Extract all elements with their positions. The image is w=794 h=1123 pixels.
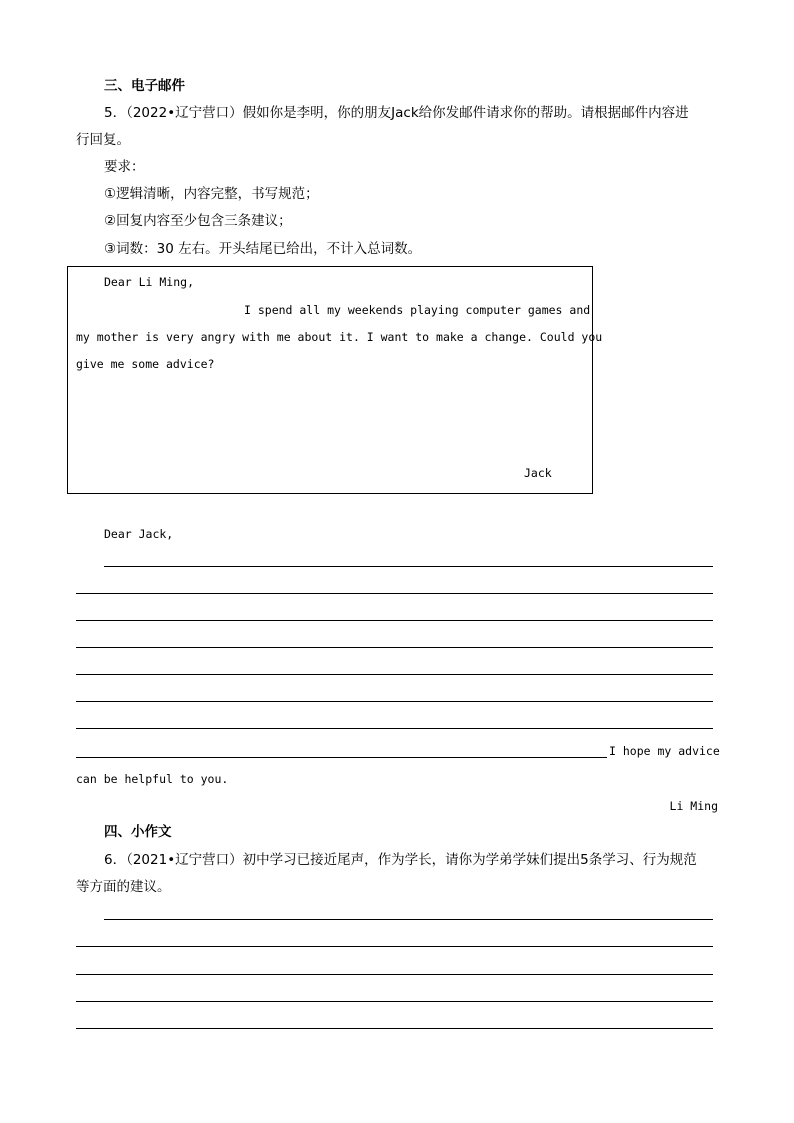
requirement-3: ③词数：30 左右。开头结尾已给出，不计入总词数。 xyxy=(104,241,422,257)
email-body-line-1: I spend all my weekends playing computer games and xyxy=(244,303,591,317)
email-box xyxy=(67,266,593,494)
answer-line[interactable] xyxy=(76,757,607,758)
reply-closing: I hope my advice xyxy=(609,744,720,758)
email-greeting: Dear Li Ming, xyxy=(104,275,195,289)
email-body-line-2: my mother is very angry with me about it. I want to make a change. Could you xyxy=(76,330,603,344)
question-6-text: 6．（2021•辽宁营口）初中学习已接近尾声，作为学长，请你为学弟学妹们提出5条学习、行为规范 xyxy=(104,852,697,868)
requirement-1: ①逻辑清晰，内容完整，书写规范； xyxy=(104,186,319,202)
question-5-text: 5．（2022•辽宁营口）假如你是李明，你的朋友Jack给你发邮件请求你的帮助。请根据邮件内容进 xyxy=(104,105,689,121)
reply-closing-cont: can be helpful to you. xyxy=(76,772,229,786)
email-signature: Jack xyxy=(524,466,552,480)
answer-line[interactable] xyxy=(76,647,713,648)
section-heading-email: 三、电子邮件 xyxy=(104,78,185,94)
email-body-line-3: give me some advice? xyxy=(76,357,215,371)
answer-line[interactable] xyxy=(76,701,713,702)
answer-line[interactable] xyxy=(104,566,713,567)
answer-line[interactable] xyxy=(76,593,713,594)
answer-line[interactable] xyxy=(76,1028,713,1029)
answer-line[interactable] xyxy=(76,674,713,675)
answer-line[interactable] xyxy=(76,1001,713,1002)
requirement-2: ②回复内容至少包含三条建议； xyxy=(104,213,292,229)
requirements-title: 要求： xyxy=(104,159,145,175)
question-6-text-cont: 等方面的建议。 xyxy=(76,879,171,895)
answer-line[interactable] xyxy=(76,946,713,947)
answer-line[interactable] xyxy=(76,620,713,621)
answer-line[interactable] xyxy=(104,919,713,920)
answer-line[interactable] xyxy=(76,974,713,975)
reply-greeting: Dear Jack, xyxy=(104,527,174,541)
answer-line[interactable] xyxy=(76,728,713,729)
reply-signature: Li Ming xyxy=(669,799,718,813)
question-5-text-cont: 行回复。 xyxy=(76,132,130,148)
section-heading-short-essay: 四、小作文 xyxy=(104,824,172,840)
